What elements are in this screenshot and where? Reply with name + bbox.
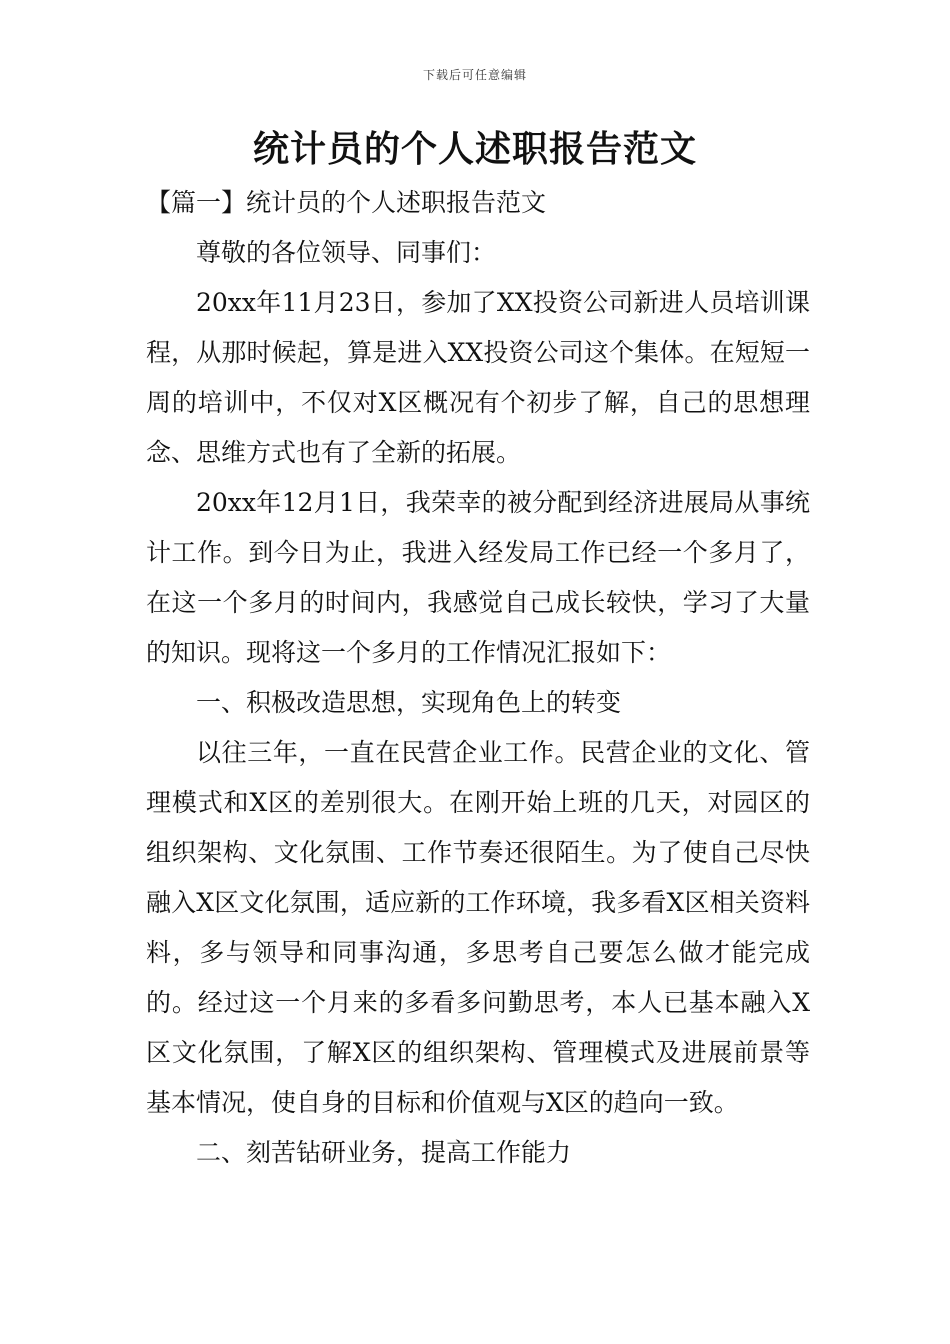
page-header-note: 下载后可任意编辑 xyxy=(422,68,527,82)
paragraph-training: 20xx年11月23日，参加了XX投资公司新进人员培训课程，从那时候起，算是进入XX投资公司这个集体。在短短一周的培训中，不仅对X区概况有个初步了解，自己的思想理念、思维方式也有了全新的拓展。 xyxy=(146,288,810,467)
document-title: 统计员的个人述职报告范文 xyxy=(252,129,697,170)
section-heading-1: 一、积极改造思想，实现角色上的转变 xyxy=(196,688,622,717)
section-label: 【篇一】统计员的个人述职报告范文 xyxy=(146,188,547,217)
paragraph-adaptation: 以往三年，一直在民营企业工作。民营企业的文化、管理模式和X区的差别很大。在刚开始上班的几天，对园区的组织架构、文化氛围、工作节奏还很陌生。为了使自己尽快融入X区文化氛围，适应新的工作环境，我多看X区相关资料料，多与领导和同事沟通，多思考自己要怎么做才能完成的。经过这一个月来的多看多问勤思考，本人已基本融入X区文化氛围，了解X区的组织架构、管理模式及进展前景等基本情况，使自身的目标和价值观与X区的趋向一致。 xyxy=(146,738,810,1117)
paragraph-assignment: 20xx年12月1日，我荣幸的被分配到经济进展局从事统计工作。到今日为止，我进入经发局工作已经一个多月了，在这一个多月的时间内，我感觉自己成长较快，学习了大量的知识。现将这一个多月的工作情况汇报如下： xyxy=(146,488,810,667)
document-body xyxy=(146,178,810,1178)
section-heading-2: 二、刻苦钻研业务，提高工作能力 xyxy=(196,1138,572,1167)
greeting: 尊敬的各位领导、同事们： xyxy=(196,238,497,267)
